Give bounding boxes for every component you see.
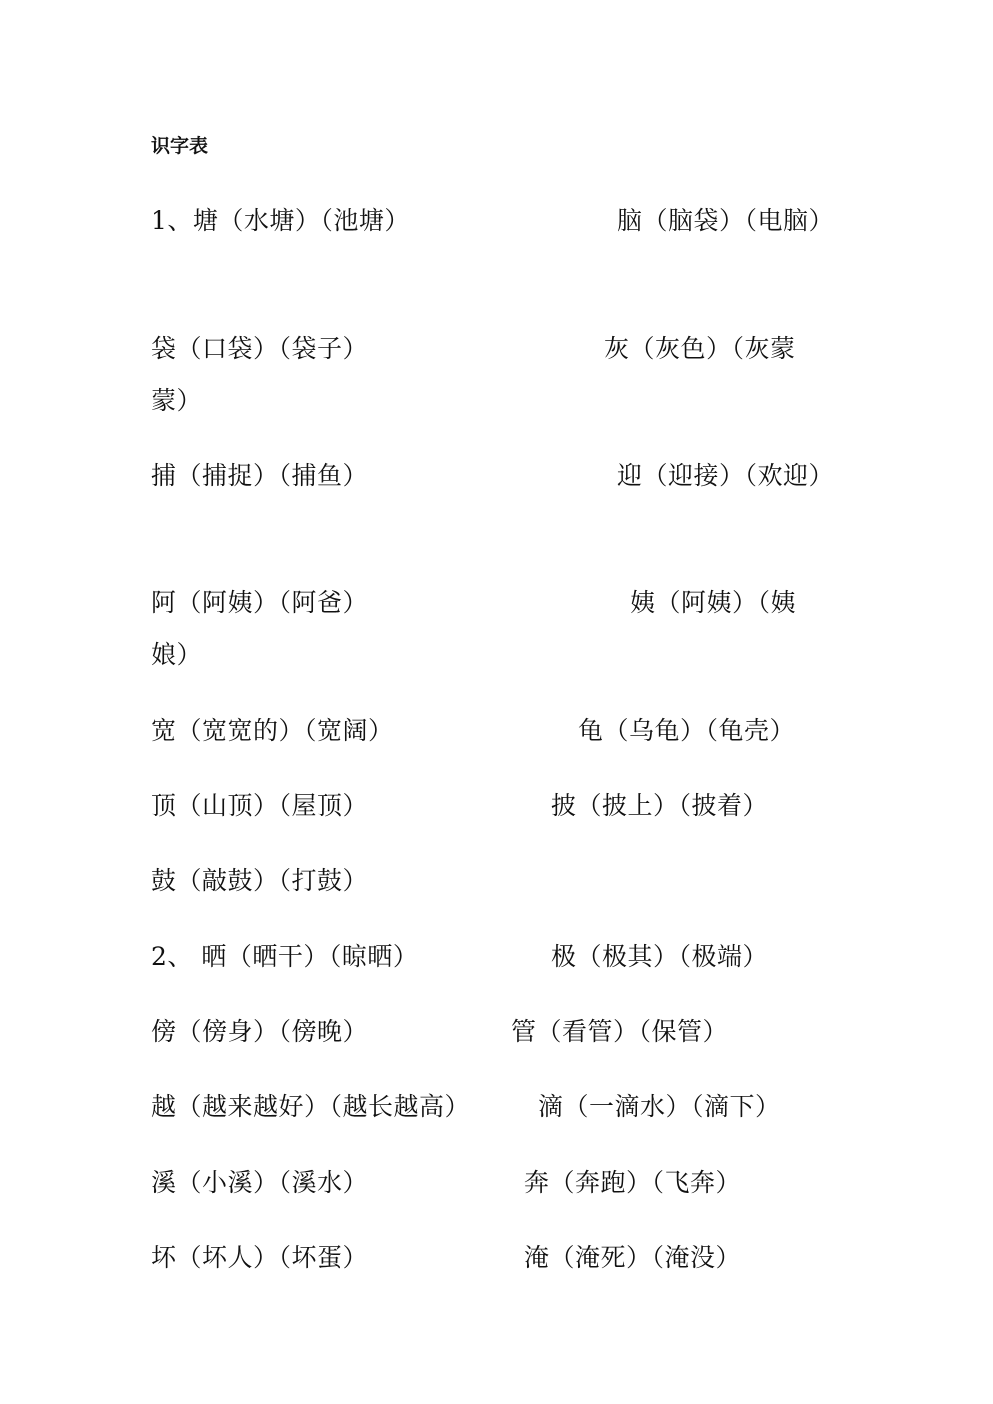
entry-bang: 傍（傍身）（傍晚） bbox=[151, 1017, 369, 1046]
entry-yue: 越（越来越好）（越长越高） bbox=[151, 1092, 471, 1121]
entry-gui: 龟（乌龟）（龟壳） bbox=[578, 716, 796, 745]
entry-yan: 淹（淹死）（淹没） bbox=[524, 1243, 742, 1272]
entry-shai: 2、 晒（晒干）（晾晒） bbox=[151, 942, 419, 971]
entry-huai: 坏（坏人）（坏蛋） bbox=[151, 1243, 369, 1272]
entry-yi: 姨（阿姨）（姨 bbox=[630, 588, 797, 617]
entry-di: 滴（一滴水）（滴下） bbox=[538, 1092, 781, 1121]
entry-ben: 奔（奔跑）（飞奔） bbox=[524, 1168, 742, 1197]
entry-gu: 鼓（敲鼓）（打鼓） bbox=[151, 866, 369, 895]
entry-hui: 灰（灰色）（灰蒙 bbox=[604, 334, 796, 363]
entry-tang: 1、塘（水塘）（池塘） bbox=[151, 206, 410, 235]
entry-hui-continued: 蒙） bbox=[151, 386, 203, 415]
entry-ying: 迎（迎接）（欢迎） bbox=[617, 461, 835, 490]
entry-xi: 溪（小溪）（溪水） bbox=[151, 1168, 369, 1197]
entry-ding: 顶（山顶）（屋顶） bbox=[151, 791, 369, 820]
entry-nao: 脑（脑袋）（电脑） bbox=[617, 206, 835, 235]
entry-bu: 捕（捕捉）（捕鱼） bbox=[151, 461, 369, 490]
entry-yi-continued: 娘） bbox=[151, 640, 203, 669]
entry-pi: 披（披上）（披着） bbox=[551, 791, 769, 820]
entry-guan: 管（看管）（保管） bbox=[511, 1017, 729, 1046]
entry-a: 阿（阿姨）（阿爸） bbox=[151, 588, 369, 617]
entry-kuan: 宽（宽宽的）（宽阔） bbox=[151, 716, 394, 745]
entry-dai: 袋（口袋）（袋子） bbox=[151, 334, 369, 363]
entry-ji: 极（极其）（极端） bbox=[551, 942, 769, 971]
page-title: 识字表 bbox=[151, 135, 209, 157]
